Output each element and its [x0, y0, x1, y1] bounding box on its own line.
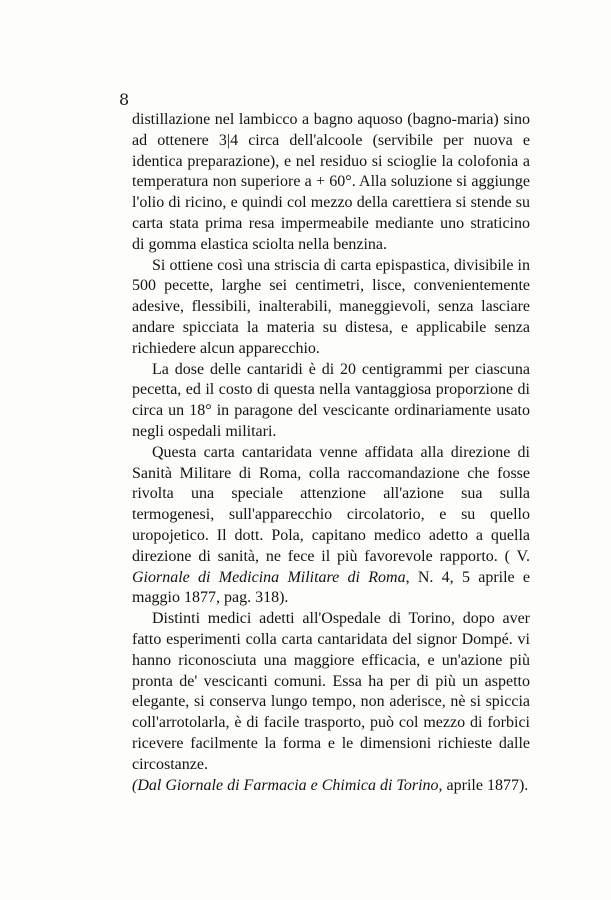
body-text [132, 110, 530, 796]
journal-title-torino: (Dal Giornale di Farmacia e Chimica di Torino, [132, 776, 443, 794]
page-number: 8 [119, 90, 130, 109]
paragraph-epispastic-strip: Si ottiene così una striscia di carta epispastica, divisibile in 500 pecette, larghe sei centimetri, lisce, convenientemente adesive, flessibili, inalterabili, maneggievoli, senza lasciare andare spicciata la materia su distesa, e applicabile senza richiedere alcun apparecchio. [132, 256, 530, 357]
paragraph-roma-report [132, 443, 530, 609]
roma-report-text: Questa carta cantaridata venne affidata alla direzione di Sanità Militare di Roma, colla raccomandazione che fosse rivolta una speciale attenzione all'azione sua sulla termogenesi, sull'apparecchio circolatorio, e su quello uropojetico. Il dott. Pola, capitano medico adetto a quella direzione di sanità, ne fece il più favorevole rapporto. ( V. [132, 443, 530, 565]
citation-date: aprile 1877). [442, 776, 529, 794]
journal-title-roma: Giornale di Medicina Militare di Roma [132, 568, 406, 586]
paragraph-dose: La dose delle cantaridi è di 20 centigrammi per ciascuna pecetta, ed il costo di questa nella vantaggiosa proporzione di circa un 18° in paragone del vescicante ordinariamente usato negli ospedali militari. [132, 360, 530, 440]
paragraph-source-citation [132, 776, 530, 797]
roma-report-reference: , N. 4, 5 aprile e maggio 1877, pag. 318). [132, 568, 530, 607]
paragraph-torino-hospital: Distinti medici adetti all'Ospedale di Torino, dopo aver fatto esperimenti colla carta cantaridata del signor Dompé. vi hanno riconosciuta una maggiore efficacia, e un'azione più pronta de' vescicanti comuni. Essa ha per di più un aspetto elegante, si conserva lungo tempo, non aderisce, nè si spiccia coll'arrotolarla, è di facile trasporto, può col mezzo di forbici ricevere facilmente la forma e le dimensioni richieste dalle circostanze. [132, 610, 530, 773]
paragraph-distillation: distillazione nel lambicco a bagno aquoso (bagno-maria) sino ad ottenere 3|4 circa dell'alcoole (servibile per nuova e identica preparazione), e nel residuo si scioglie la colofonia a temperatura non superiore a + 60°. Alla soluzione si aggiunge l'olio di ricino, e quindi col mezzo della carettiera si stende su carta stata prima resa impermeabile mediante uno straticino di gomma elastica sciolta nella benzina. [132, 111, 530, 253]
